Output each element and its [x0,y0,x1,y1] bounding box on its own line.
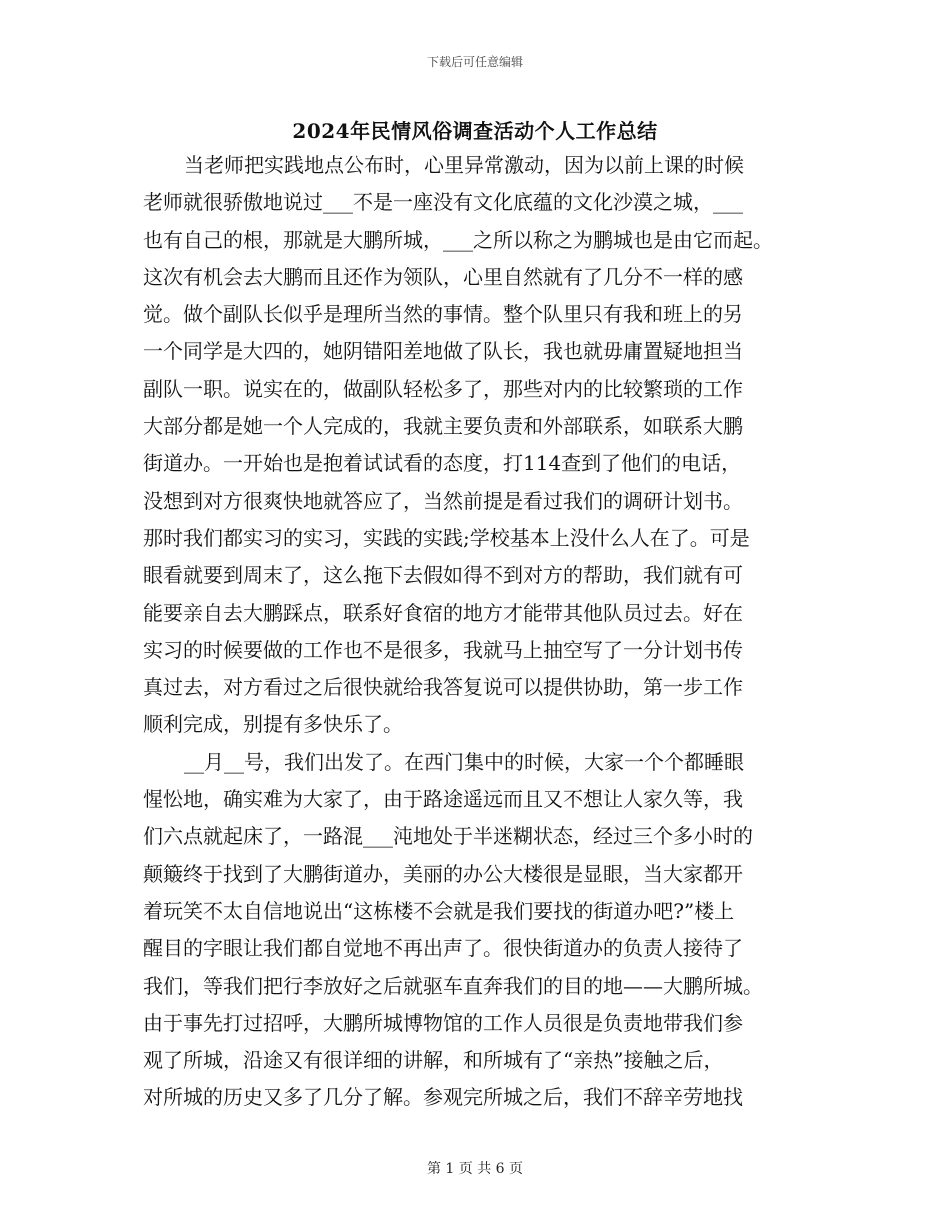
paragraph-line: 觉。做个副队长似乎是理所当然的事情。整个队里只有我和班上的另 [143,302,743,327]
paragraph-line: 副队一职。说实在的，做副队轻松多了，那些对内的比较繁琐的工作 [143,376,743,401]
paragraph-line: 我们，等我们把行李放好之后就驱车直奔我们的目的地——大鹏所城。 [143,973,763,998]
paragraph-line: 着玩笑不太自信地说出“这栋楼不会就是我们要找的街道办吧?”楼上 [143,898,735,923]
document-body [143,147,813,1117]
paragraph-line: 一个同学是大四的，她阴错阳差地做了队长，我也就毋庸置疑地担当 [143,339,743,364]
paragraph-line: 街道办。一开始也是抱着试试看的态度，打114查到了他们的电话， [143,451,742,476]
document-title: 2024年民情风俗调查活动个人工作总结 [292,119,658,143]
paragraph-line: 们六点就起床了，一路混___沌地处于半迷糊状态，经过三个多小时的 [143,824,753,849]
paragraph-line: 真过去，对方看过之后很快就给我答复说可以提供协助，第一步工作 [143,675,743,700]
paragraph-line: __月__号，我们出发了。在西门集中的时候，大家一个个都睡眼 [184,749,744,774]
paragraph-line: 醒目的字眼让我们都自觉地不再出声了。很快街道办的负责人接待了 [143,936,743,961]
paragraph-line: 颠簸终于找到了大鹏街道办，美丽的办公大楼很是显眼，当大家都开 [143,861,743,886]
paragraph-line: 由于事先打过招呼，大鹏所城博物馆的工作人员很是负责地带我们参 [143,1010,743,1035]
paragraph-line: 那时我们都实习的实习，实践的实践;学校基本上没什么人在了。可是 [143,525,750,550]
paragraph-line: 观了所城，沿途又有很详细的讲解，和所城有了“亲热”接触之后， [143,1048,724,1073]
paragraph-line: 这次有机会去大鹏而且还作为领队，心里自然就有了几分不一样的感 [143,264,743,289]
page-number: 第 1 页 共 6 页 [426,1161,524,1177]
paragraph-line: 也有自己的根，那就是大鹏所城，___之所以称之为鹏城也是由它而起。 [143,227,773,252]
header-note: 下载后可任意编辑 [426,55,523,69]
paragraph-line: 能要亲自去大鹏踩点，联系好食宿的地方才能带其他队员过去。好在 [143,600,743,625]
paragraph-line: 老师就很骄傲地说过___不是一座没有文化底蕴的文化沙漠之城，___ [143,190,743,215]
paragraph-line: 没想到对方很爽快地就答应了，当然前提是看过我们的调研计划书。 [143,488,743,513]
paragraph-line: 眼看就要到周末了，这么拖下去假如得不到对方的帮助，我们就有可 [143,563,743,588]
paragraph-line: 顺利完成，别提有多快乐了。 [143,712,403,737]
paragraph-line: 实习的时候要做的工作也不是很多，我就马上抽空写了一分计划书传 [143,637,743,662]
paragraph-line: 当老师把实践地点公布时，心里异常激动，因为以前上课的时候 [184,153,744,177]
paragraph-line: 对所城的历史又多了几分了解。参观完所城之后，我们不辞辛劳地找 [143,1085,743,1110]
paragraph-line: 惺忪地，确实难为大家了，由于路途遥远而且又不想让人家久等，我 [143,787,743,812]
paragraph-line: 大部分都是她一个人完成的，我就主要负责和外部联系，如联系大鹏 [143,414,743,439]
